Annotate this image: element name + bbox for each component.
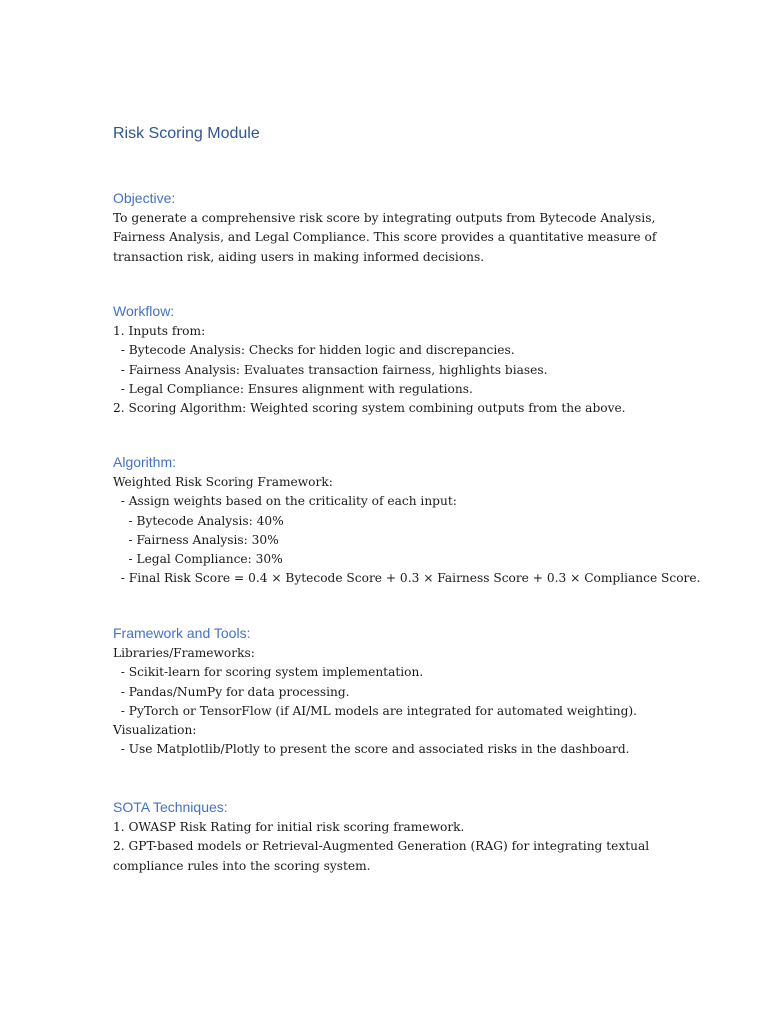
text-line: - Bytecode Analysis: 40% — [113, 513, 284, 528]
section-algorithm — [113, 451, 713, 589]
text-line: - Legal Compliance: 30% — [113, 552, 283, 567]
text-line: - Scikit-learn for scoring system implementation. — [113, 665, 424, 680]
text-line: - PyTorch or TensorFlow (if AI/ML models are integrated for automated weighting). — [113, 703, 638, 718]
section-framework-and-tools — [113, 622, 713, 760]
text-line: Fairness Analysis, and Legal Compliance. This score provides a quantitative measure of — [113, 230, 657, 245]
text-line: 1. Inputs from: — [113, 324, 206, 338]
text-line: compliance rules into the scoring system. — [113, 858, 371, 873]
section-heading: Objective: — [113, 190, 176, 206]
text-line: To generate a comprehensive risk score by integrating outputs from Bytecode Analysis, — [113, 211, 656, 225]
document-title: Risk Scoring Module — [113, 125, 260, 142]
text-line: 2. GPT-based models or Retrieval-Augmented Generation (RAG) for integrating textual — [113, 839, 650, 854]
text-line: Visualization: — [113, 723, 197, 738]
text-line: 1. OWASP Risk Rating for initial risk scoring framework. — [113, 820, 465, 834]
section-objective — [113, 187, 713, 267]
text-line: transaction risk, aiding users in making informed decisions. — [113, 249, 485, 264]
text-line: - Fairness Analysis: 30% — [113, 532, 279, 547]
text-line: - Legal Compliance: Ensures alignment with regulations. — [113, 381, 473, 396]
section-heading: Workflow: — [113, 303, 175, 319]
text-line: Weighted Risk Scoring Framework: — [113, 475, 333, 489]
section-heading: Framework and Tools: — [113, 625, 251, 641]
section-workflow — [113, 300, 713, 418]
text-line: - Final Risk Score = 0.4 × Bytecode Score + 0.3 × Fairness Score + 0.3 × Compliance Score. — [113, 571, 701, 586]
section-sota-techniques — [113, 796, 713, 876]
text-line: - Use Matplotlib/Plotly to present the score and associated risks in the dashboard. — [113, 742, 630, 757]
text-line: Libraries/Frameworks: — [113, 646, 255, 660]
text-line: - Assign weights based on the criticality of each input: — [113, 494, 457, 509]
section-heading: SOTA Techniques: — [113, 799, 228, 815]
text-line: - Fairness Analysis: Evaluates transaction fairness, highlights biases. — [113, 362, 548, 377]
text-line: 2. Scoring Algorithm: Weighted scoring system combining outputs from the above. — [113, 401, 626, 416]
section-heading: Algorithm: — [113, 454, 177, 470]
text-line: - Pandas/NumPy for data processing. — [113, 684, 350, 699]
text-line: - Bytecode Analysis: Checks for hidden logic and discrepancies. — [113, 343, 515, 358]
